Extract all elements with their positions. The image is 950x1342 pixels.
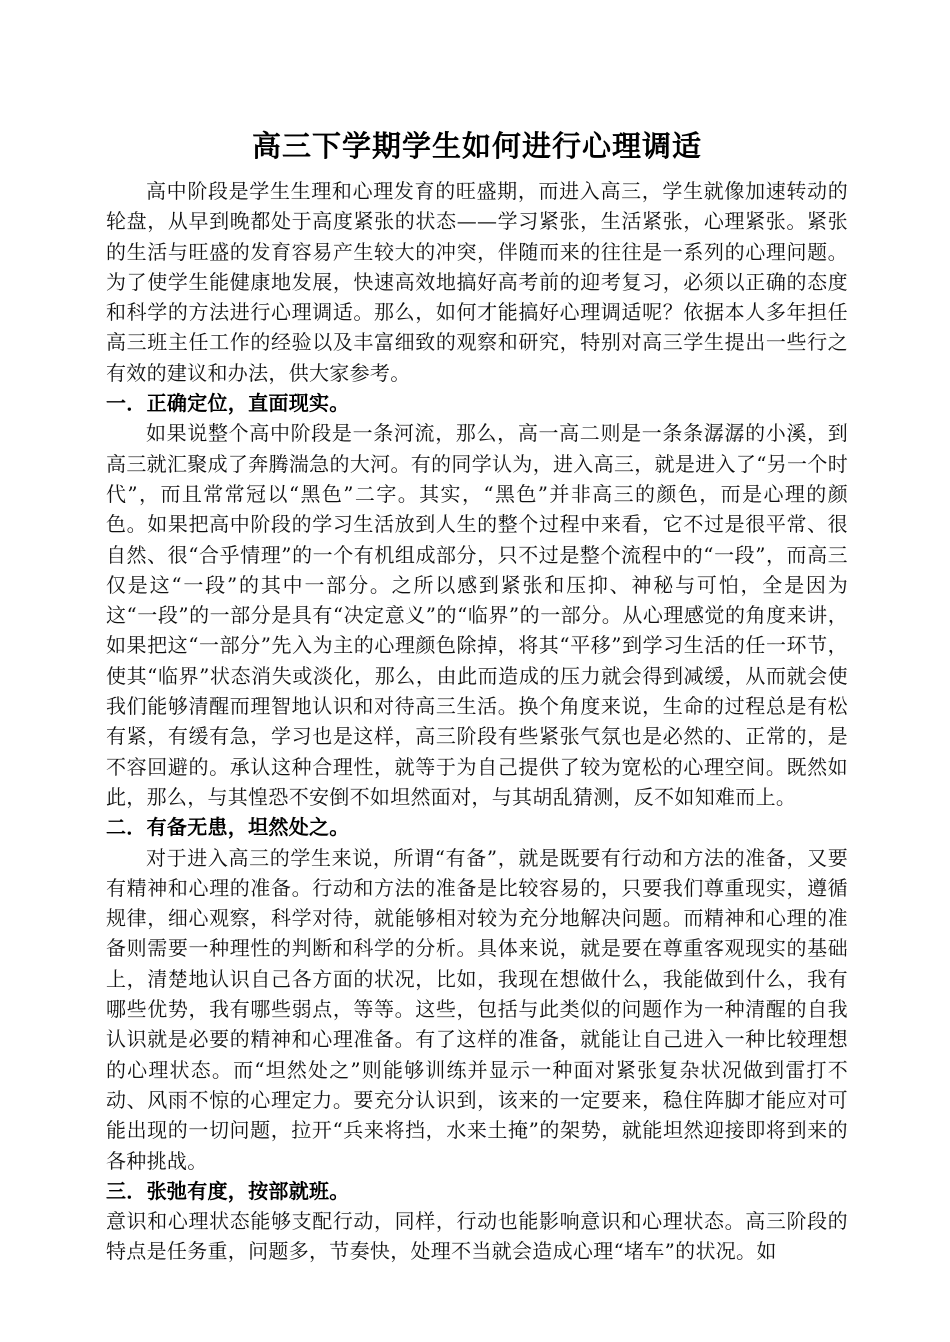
section-heading: 三．张弛有度，按部就班。 — [106, 1178, 350, 1203]
intro-paragraph: 高中阶段是学生生理和心理发育的旺盛期，而进入高三，学生就像加速转动的轮盘，从早到晚都处于高度紧张的状态——学习紧张，生活紧张，心理紧张。紧张的生活与旺盛的发育容易产生较大的冲突，伴随而来的往往是一系列的心理问题。为了使学生能健康地发展，快速高效地搞好高考前的迎考复习，必须以正确的态度和科学的方法进行心理调适。那么，如何才能搞好心理调适呢？依据本人多年担任高三班主任工作的经验以及丰富细致的观察和研究，特别对高三学生提出一些行之有效的建议和办法，供大家参考。 — [106, 179, 848, 385]
section-heading: 一．正确定位，直面现实。 — [106, 391, 350, 416]
section-3 — [106, 1176, 848, 1267]
section-paragraph: 如果说整个高中阶段是一条河流，那么，高一高二则是一条条潺潺的小溪，到高三就汇聚成了奔腾湍急的大河。有的同学认为，进入高三，就是进入了“另一个时代”，而且常常冠以“黑色”二字。其实，“黑色”并非高三的颜色，而是心理的颜色。如果把高中阶段的学习生活放到人生的整个过程中来看，它不过是很平常、很自然、很“合乎情理”的一个有机组成部分，只不过是整个流程中的“一段”，而高三仅是这“一段”的其中一部分。之所以感到紧张和压抑、神秘与可怕，全是因为这“一段”的一部分是具有“决定意义”的“临界”的一部分。从心理感觉的角度来讲，如果把这“一部分”先入为主的心理颜色除掉，将其“平移”到学习生活的任一环节，使其“临界”状态消失或淡化，那么，由此而造成的压力就会得到减缓，从而就会使我们能够清醒而理智地认识和对待高三生活。换个角度来说，生命的过程总是有松有紧，有缓有急，学习也是这样，高三阶段有些紧张气氛也是必然的、正常的，是不容回避的。承认这种合理性，就等于为自己提供了较为宽松的心理空间。既然如此，那么，与其惶恐不安倒不如坦然面对，与其胡乱猜测，反不如知难而上。 — [106, 421, 848, 809]
document-body — [106, 120, 848, 1267]
section-2 — [106, 812, 848, 1176]
document-title: 高三下学期学生如何进行心理调适 — [251, 129, 702, 163]
section-paragraph: 意识和心理状态能够支配行动，同样，行动也能影响意识和心理状态。高三阶段的特点是任务重，问题多，节奏快，处理不当就会造成心理“堵车”的状况。如 — [106, 1209, 848, 1264]
section-paragraph: 对于进入高三的学生来说，所谓“有备”，就是既要有行动和方法的准备，又要有精神和心理的准备。行动和方法的准备是比较容易的，只要我们尊重现实，遵循规律，细心观察，科学对待，就能够相对较为充分地解决问题。而精神和心理的准备则需要一种理性的判断和科学的分析。具体来说，就是要在尊重客观现实的基础上，清楚地认识自己各方面的状况，比如，我现在想做什么，我能做到什么，我有哪些优势，我有哪些弱点，等等。这些，包括与此类似的问题作为一种清醒的自我认识就是必要的精神和心理准备。有了这样的准备，就能让自己进入一种比较理想的心理状态。而“坦然处之”则能够训练并显示一种面对紧张复杂状况做到雷打不动、风雨不惊的心理定力。要充分认识到，该来的一定要来，稳住阵脚才能应对可能出现的一切问题，拉开“兵来将挡，水来土掩”的架势，就能坦然迎接即将到来的各种挑战。 — [106, 845, 848, 1173]
section-1 — [106, 388, 848, 812]
section-heading: 二．有备无患，坦然处之。 — [106, 815, 350, 840]
